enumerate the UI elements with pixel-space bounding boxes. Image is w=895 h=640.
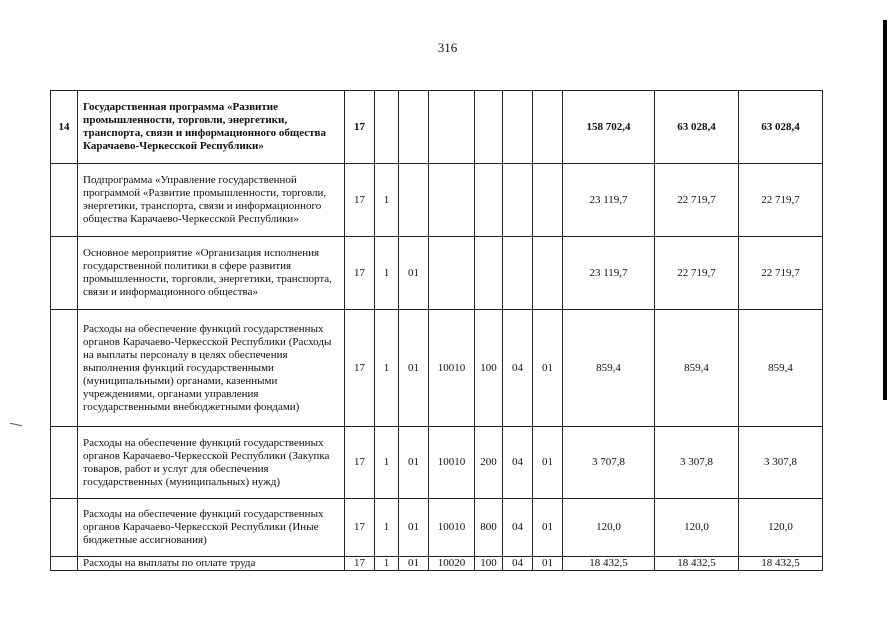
code-activity: 01 (399, 499, 429, 557)
code-expense-type: 100 (475, 557, 503, 571)
code-direction (429, 164, 475, 237)
amount-1: 3 707,8 (563, 427, 655, 499)
table-row (51, 310, 823, 427)
code-section (503, 91, 533, 164)
table-row (51, 164, 823, 237)
table-row (51, 237, 823, 310)
code-subprogram (375, 91, 399, 164)
code-direction: 10010 (429, 427, 475, 499)
code-expense-type: 200 (475, 427, 503, 499)
code-subsection (533, 91, 563, 164)
row-number: 14 (51, 91, 78, 164)
code-activity: 01 (399, 237, 429, 310)
code-subprogram: 1 (375, 557, 399, 571)
code-direction (429, 237, 475, 310)
code-ministry: 17 (345, 557, 375, 571)
amount-3: 18 432,5 (739, 557, 823, 571)
row-name: Подпрограмма «Управление государственной программой «Развитие промышленности, торговли, энергетики, транспорта, связи и информационного общества Карачаево-Черкесской Республики» (78, 164, 345, 237)
table-row (51, 427, 823, 499)
code-ministry: 17 (345, 310, 375, 427)
code-expense-type (475, 237, 503, 310)
margin-mark (10, 423, 22, 426)
row-number (51, 499, 78, 557)
amount-3: 22 719,7 (739, 164, 823, 237)
row-number (51, 164, 78, 237)
code-activity: 01 (399, 310, 429, 427)
row-number (51, 427, 78, 499)
code-ministry: 17 (345, 237, 375, 310)
row-name: Расходы на обеспечение функций государственных органов Карачаево-Черкесской Республики (Расходы на выплаты персоналу в целях обеспечения выполнения функций государственными (муниципальными) органами, казенными учреждениями, органами управления государственными внебюджетными фондами) (78, 310, 345, 427)
row-name: Расходы на обеспечение функций государственных органов Карачаево-Черкесской Республики (Закупка товаров, работ и услуг для обеспечения государственных (муниципальных) нужд) (78, 427, 345, 499)
amount-3: 63 028,4 (739, 91, 823, 164)
code-direction: 10010 (429, 310, 475, 427)
amount-2: 63 028,4 (655, 91, 739, 164)
code-subsection: 01 (533, 310, 563, 427)
code-direction (429, 91, 475, 164)
code-subsection (533, 237, 563, 310)
code-section (503, 237, 533, 310)
amount-1: 120,0 (563, 499, 655, 557)
code-direction: 10020 (429, 557, 475, 571)
row-name: Расходы на выплаты по оплате труда (78, 557, 345, 571)
code-activity (399, 91, 429, 164)
code-section (503, 164, 533, 237)
code-activity: 01 (399, 427, 429, 499)
table-row (51, 557, 823, 571)
amount-3: 3 307,8 (739, 427, 823, 499)
code-section: 04 (503, 310, 533, 427)
row-number (51, 237, 78, 310)
code-section: 04 (503, 499, 533, 557)
amount-1: 18 432,5 (563, 557, 655, 571)
code-ministry: 17 (345, 427, 375, 499)
row-number (51, 557, 78, 571)
code-direction: 10010 (429, 499, 475, 557)
code-subprogram: 1 (375, 237, 399, 310)
code-ministry: 17 (345, 499, 375, 557)
code-activity: 01 (399, 557, 429, 571)
code-subsection: 01 (533, 557, 563, 571)
code-subsection: 01 (533, 499, 563, 557)
code-section: 04 (503, 427, 533, 499)
amount-3: 120,0 (739, 499, 823, 557)
code-expense-type (475, 164, 503, 237)
code-section: 04 (503, 557, 533, 571)
page-number: 316 (437, 40, 458, 55)
row-name: Основное мероприятие «Организация исполнения государственной политики в сфере развития промышленности, торговли, энергетики, транспорта, связи и информационного общества» (78, 237, 345, 310)
row-name: Расходы на обеспечение функций государственных органов Карачаево-Черкесской Республики (Иные бюджетные ассигнования) (78, 499, 345, 557)
amount-3: 22 719,7 (739, 237, 823, 310)
amount-3: 859,4 (739, 310, 823, 427)
code-subsection: 01 (533, 427, 563, 499)
budget-table (50, 90, 823, 571)
code-subprogram: 1 (375, 310, 399, 427)
amount-2: 22 719,7 (655, 164, 739, 237)
table-row (51, 91, 823, 164)
amount-2: 22 719,7 (655, 237, 739, 310)
code-ministry: 17 (345, 164, 375, 237)
amount-1: 23 119,7 (563, 164, 655, 237)
scan-edge-line (883, 20, 887, 400)
amount-2: 120,0 (655, 499, 739, 557)
code-subprogram: 1 (375, 427, 399, 499)
row-name: Государственная программа «Развитие промышленности, торговли, энергетики, транспорта, связи и информационного общества Карачаево-Черкесской Республики» (78, 91, 345, 164)
code-ministry: 17 (345, 91, 375, 164)
code-subprogram: 1 (375, 164, 399, 237)
code-subprogram: 1 (375, 499, 399, 557)
table-row (51, 499, 823, 557)
row-number (51, 310, 78, 427)
amount-2: 859,4 (655, 310, 739, 427)
code-expense-type: 100 (475, 310, 503, 427)
amount-1: 158 702,4 (563, 91, 655, 164)
amount-1: 23 119,7 (563, 237, 655, 310)
amount-1: 859,4 (563, 310, 655, 427)
amount-2: 3 307,8 (655, 427, 739, 499)
code-expense-type (475, 91, 503, 164)
code-expense-type: 800 (475, 499, 503, 557)
amount-2: 18 432,5 (655, 557, 739, 571)
code-activity (399, 164, 429, 237)
code-subsection (533, 164, 563, 237)
